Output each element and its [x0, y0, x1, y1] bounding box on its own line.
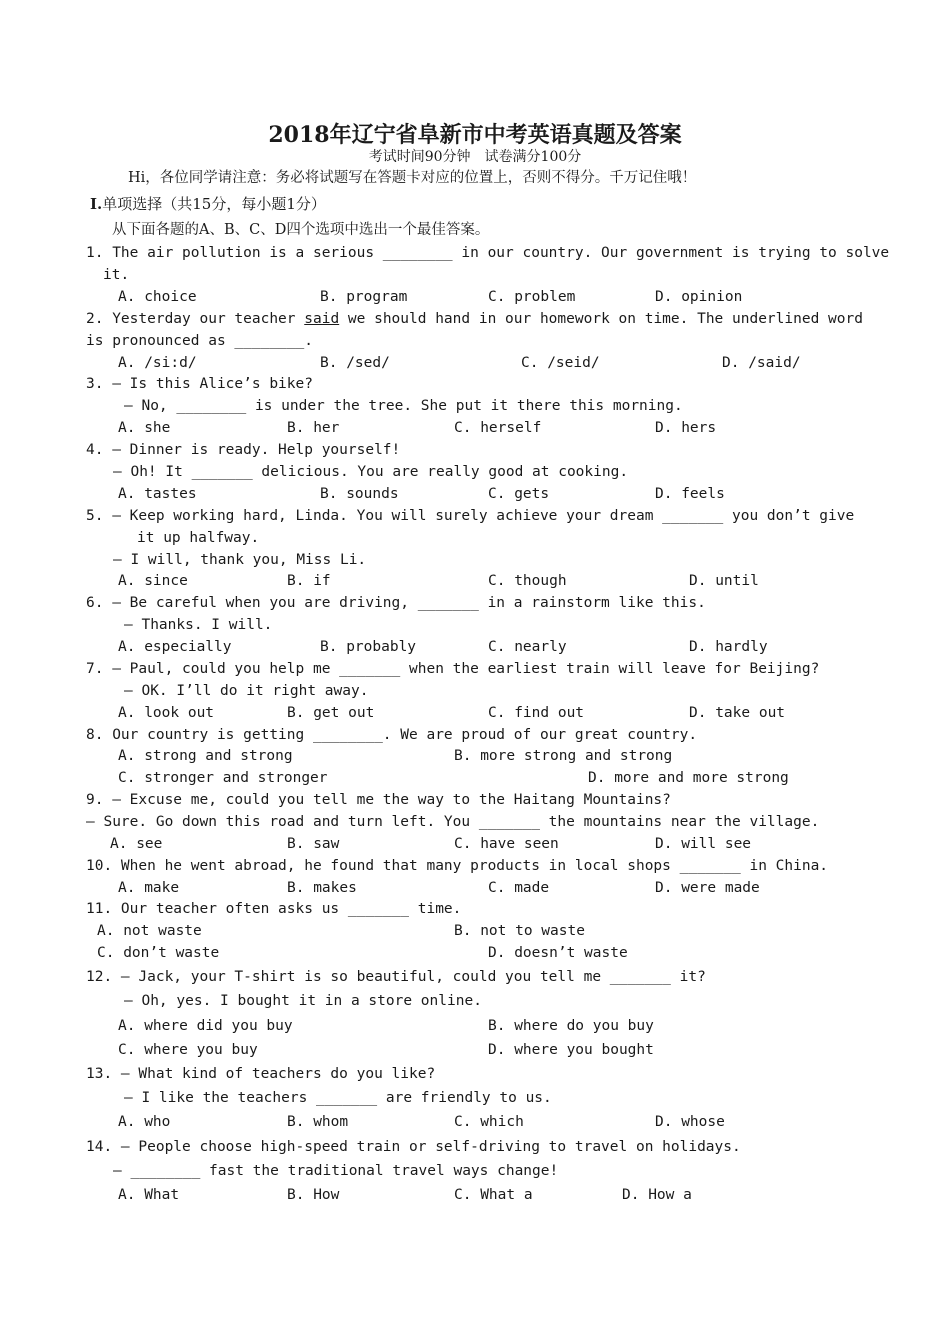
section-instruction: 从下面各题的A、B、C、D四个选项中选出一个最佳答案。: [112, 222, 490, 238]
question-4-option-a: A. tastes: [118, 486, 197, 502]
section-title: 单项选择（共15分，每小题1分）: [102, 195, 326, 213]
question-7-reply: – OK. I’ll do it right away.: [124, 683, 369, 699]
question-2-stem-cont: is pronounced as ________.: [86, 333, 313, 349]
question-5-reply: – I will, thank you, Miss Li.: [113, 552, 367, 568]
question-1-option-a: A. choice: [118, 289, 197, 305]
question-13-option-a: A. who: [118, 1114, 171, 1130]
question-2-option-a: A. /si:d/: [118, 355, 197, 371]
question-7-option-d: D. take out: [689, 705, 786, 721]
question-3-option-d: D. hers: [655, 420, 717, 436]
question-2-option-b: B. /sed/: [320, 355, 390, 371]
question-13-option-c: C. which: [454, 1114, 524, 1130]
question-8-option-d: D. more and more strong: [588, 770, 789, 786]
question-6-option-c: C. nearly: [488, 639, 567, 655]
section-numeral: Ⅰ.: [90, 195, 103, 213]
question-12-option-b: B. where do you buy: [488, 1018, 654, 1034]
question-4-reply: – Oh! It _______ delicious. You are really good at cooking.: [113, 464, 629, 480]
question-2-stem: 2. Yesterday our teacher said we should hand in our homework on time. The underlined word: [86, 311, 863, 327]
question-6-option-b: B. probably: [320, 639, 417, 655]
question-9-option-c: C. have seen: [454, 836, 559, 852]
question-11-stem: 11. Our teacher often asks us _______ time.: [86, 901, 462, 917]
question-14-stem: 14. – People choose high-speed train or self-driving to travel on holidays.: [86, 1139, 741, 1155]
question-9-stem: 9. – Excuse me, could you tell me the way to the Haitang Mountains?: [86, 792, 671, 808]
question-4-stem: 4. – Dinner is ready. Help yourself!: [86, 442, 401, 458]
question-7-option-b: B. get out: [287, 705, 375, 721]
question-7-stem: 7. – Paul, could you help me _______ when the earliest train will leave for Beijing?: [86, 661, 820, 677]
question-5-option-b: B. if: [287, 573, 331, 589]
question-8-stem: 8. Our country is getting ________. We are proud of our great country.: [86, 727, 698, 743]
question-3-stem: 3. – Is this Alice’s bike?: [86, 376, 313, 392]
exam-info: 考试时间90分钟 试卷满分100分: [368, 149, 582, 165]
question-3-option-a: A. she: [118, 420, 171, 436]
question-3-option-b: B. her: [287, 420, 340, 436]
question-13-stem: 13. – What kind of teachers do you like?: [86, 1066, 436, 1082]
question-7-option-a: A. look out: [118, 705, 215, 721]
question-3-reply: – No, ________ is under the tree. She put it there this morning.: [124, 398, 683, 414]
question-5-stem-cont: it up halfway.: [137, 530, 260, 546]
question-8-option-a: A. strong and strong: [118, 748, 293, 764]
question-13-option-d: D. whose: [655, 1114, 725, 1130]
underlined-word: said: [304, 311, 340, 327]
question-1-option-d: D. opinion: [655, 289, 743, 305]
question-13-option-b: B. whom: [287, 1114, 349, 1130]
question-10-option-a: A. make: [118, 880, 180, 896]
question-6-option-d: D. hardly: [689, 639, 768, 655]
question-1-stem: 1. The air pollution is a serious ________ in our country. Our government is trying to solve: [86, 245, 890, 261]
question-5-option-d: D. until: [689, 573, 759, 589]
question-11-option-b: B. not to waste: [454, 923, 585, 939]
question-10-option-b: B. makes: [287, 880, 357, 896]
question-5-option-c: C. though: [488, 573, 567, 589]
question-12-option-d: D. where you bought: [488, 1042, 654, 1058]
question-5-option-a: A. since: [118, 573, 188, 589]
question-3-option-c: C. herself: [454, 420, 542, 436]
question-10-option-d: D. were made: [655, 880, 760, 896]
question-9-reply: – Sure. Go down this road and turn left. You _______ the mountains near the village.: [86, 814, 820, 830]
question-8-option-c: C. stronger and stronger: [118, 770, 328, 786]
section-heading: [90, 194, 326, 214]
question-1-option-c: C. problem: [488, 289, 576, 305]
question-7-option-c: C. find out: [488, 705, 585, 721]
question-9-option-d: D. will see: [655, 836, 752, 852]
question-12-reply: – Oh, yes. I bought it in a store online.: [124, 993, 482, 1009]
question-6-reply: – Thanks. I will.: [124, 617, 273, 633]
question-4-option-b: B. sounds: [320, 486, 399, 502]
question-2-option-c: C. /seid/: [521, 355, 600, 371]
question-11-option-c: C. don’t waste: [97, 945, 220, 961]
question-1-option-b: B. program: [320, 289, 408, 305]
question-4-option-c: C. gets: [488, 486, 550, 502]
question-12-option-a: A. where did you buy: [118, 1018, 293, 1034]
question-5-stem: 5. – Keep working hard, Linda. You will surely achieve your dream _______ you don’t give: [86, 508, 855, 524]
question-12-option-c: C. where you buy: [118, 1042, 258, 1058]
question-14-reply: – ________ fast the traditional travel ways change!: [113, 1163, 559, 1179]
question-12-stem: 12. – Jack, your T-shirt is so beautiful, could you tell me _______ it?: [86, 969, 706, 985]
question-9-option-b: B. saw: [287, 836, 340, 852]
question-11-option-a: A. not waste: [97, 923, 202, 939]
document-title: 2018年辽宁省阜新市中考英语真题及答案: [268, 122, 682, 148]
question-9-option-a: A. see: [110, 836, 163, 852]
question-6-stem: 6. – Be careful when you are driving, _______ in a rainstorm like this.: [86, 595, 706, 611]
question-14-option-a: A. What: [118, 1187, 180, 1203]
question-14-option-b: B. How: [287, 1187, 340, 1203]
question-8-option-b: B. more strong and strong: [454, 748, 673, 764]
question-6-option-a: A. especially: [118, 639, 232, 655]
question-14-option-c: C. What a: [454, 1187, 533, 1203]
question-1-stem-cont: it.: [103, 267, 130, 283]
question-10-stem: 10. When he went abroad, he found that many products in local shops _______ in China.: [86, 858, 829, 874]
question-4-option-d: D. feels: [655, 486, 725, 502]
question-2-option-d: D. /said/: [722, 355, 801, 371]
question-10-option-c: C. made: [488, 880, 550, 896]
question-13-reply: – I like the teachers _______ are friendly to us.: [124, 1090, 552, 1106]
notice: Hi，各位同学请注意：务必将试题写在答题卡对应的位置上，否则不得分。千万记住哦！: [128, 170, 697, 186]
question-11-option-d: D. doesn’t waste: [488, 945, 628, 961]
question-14-option-d: D. How a: [622, 1187, 692, 1203]
